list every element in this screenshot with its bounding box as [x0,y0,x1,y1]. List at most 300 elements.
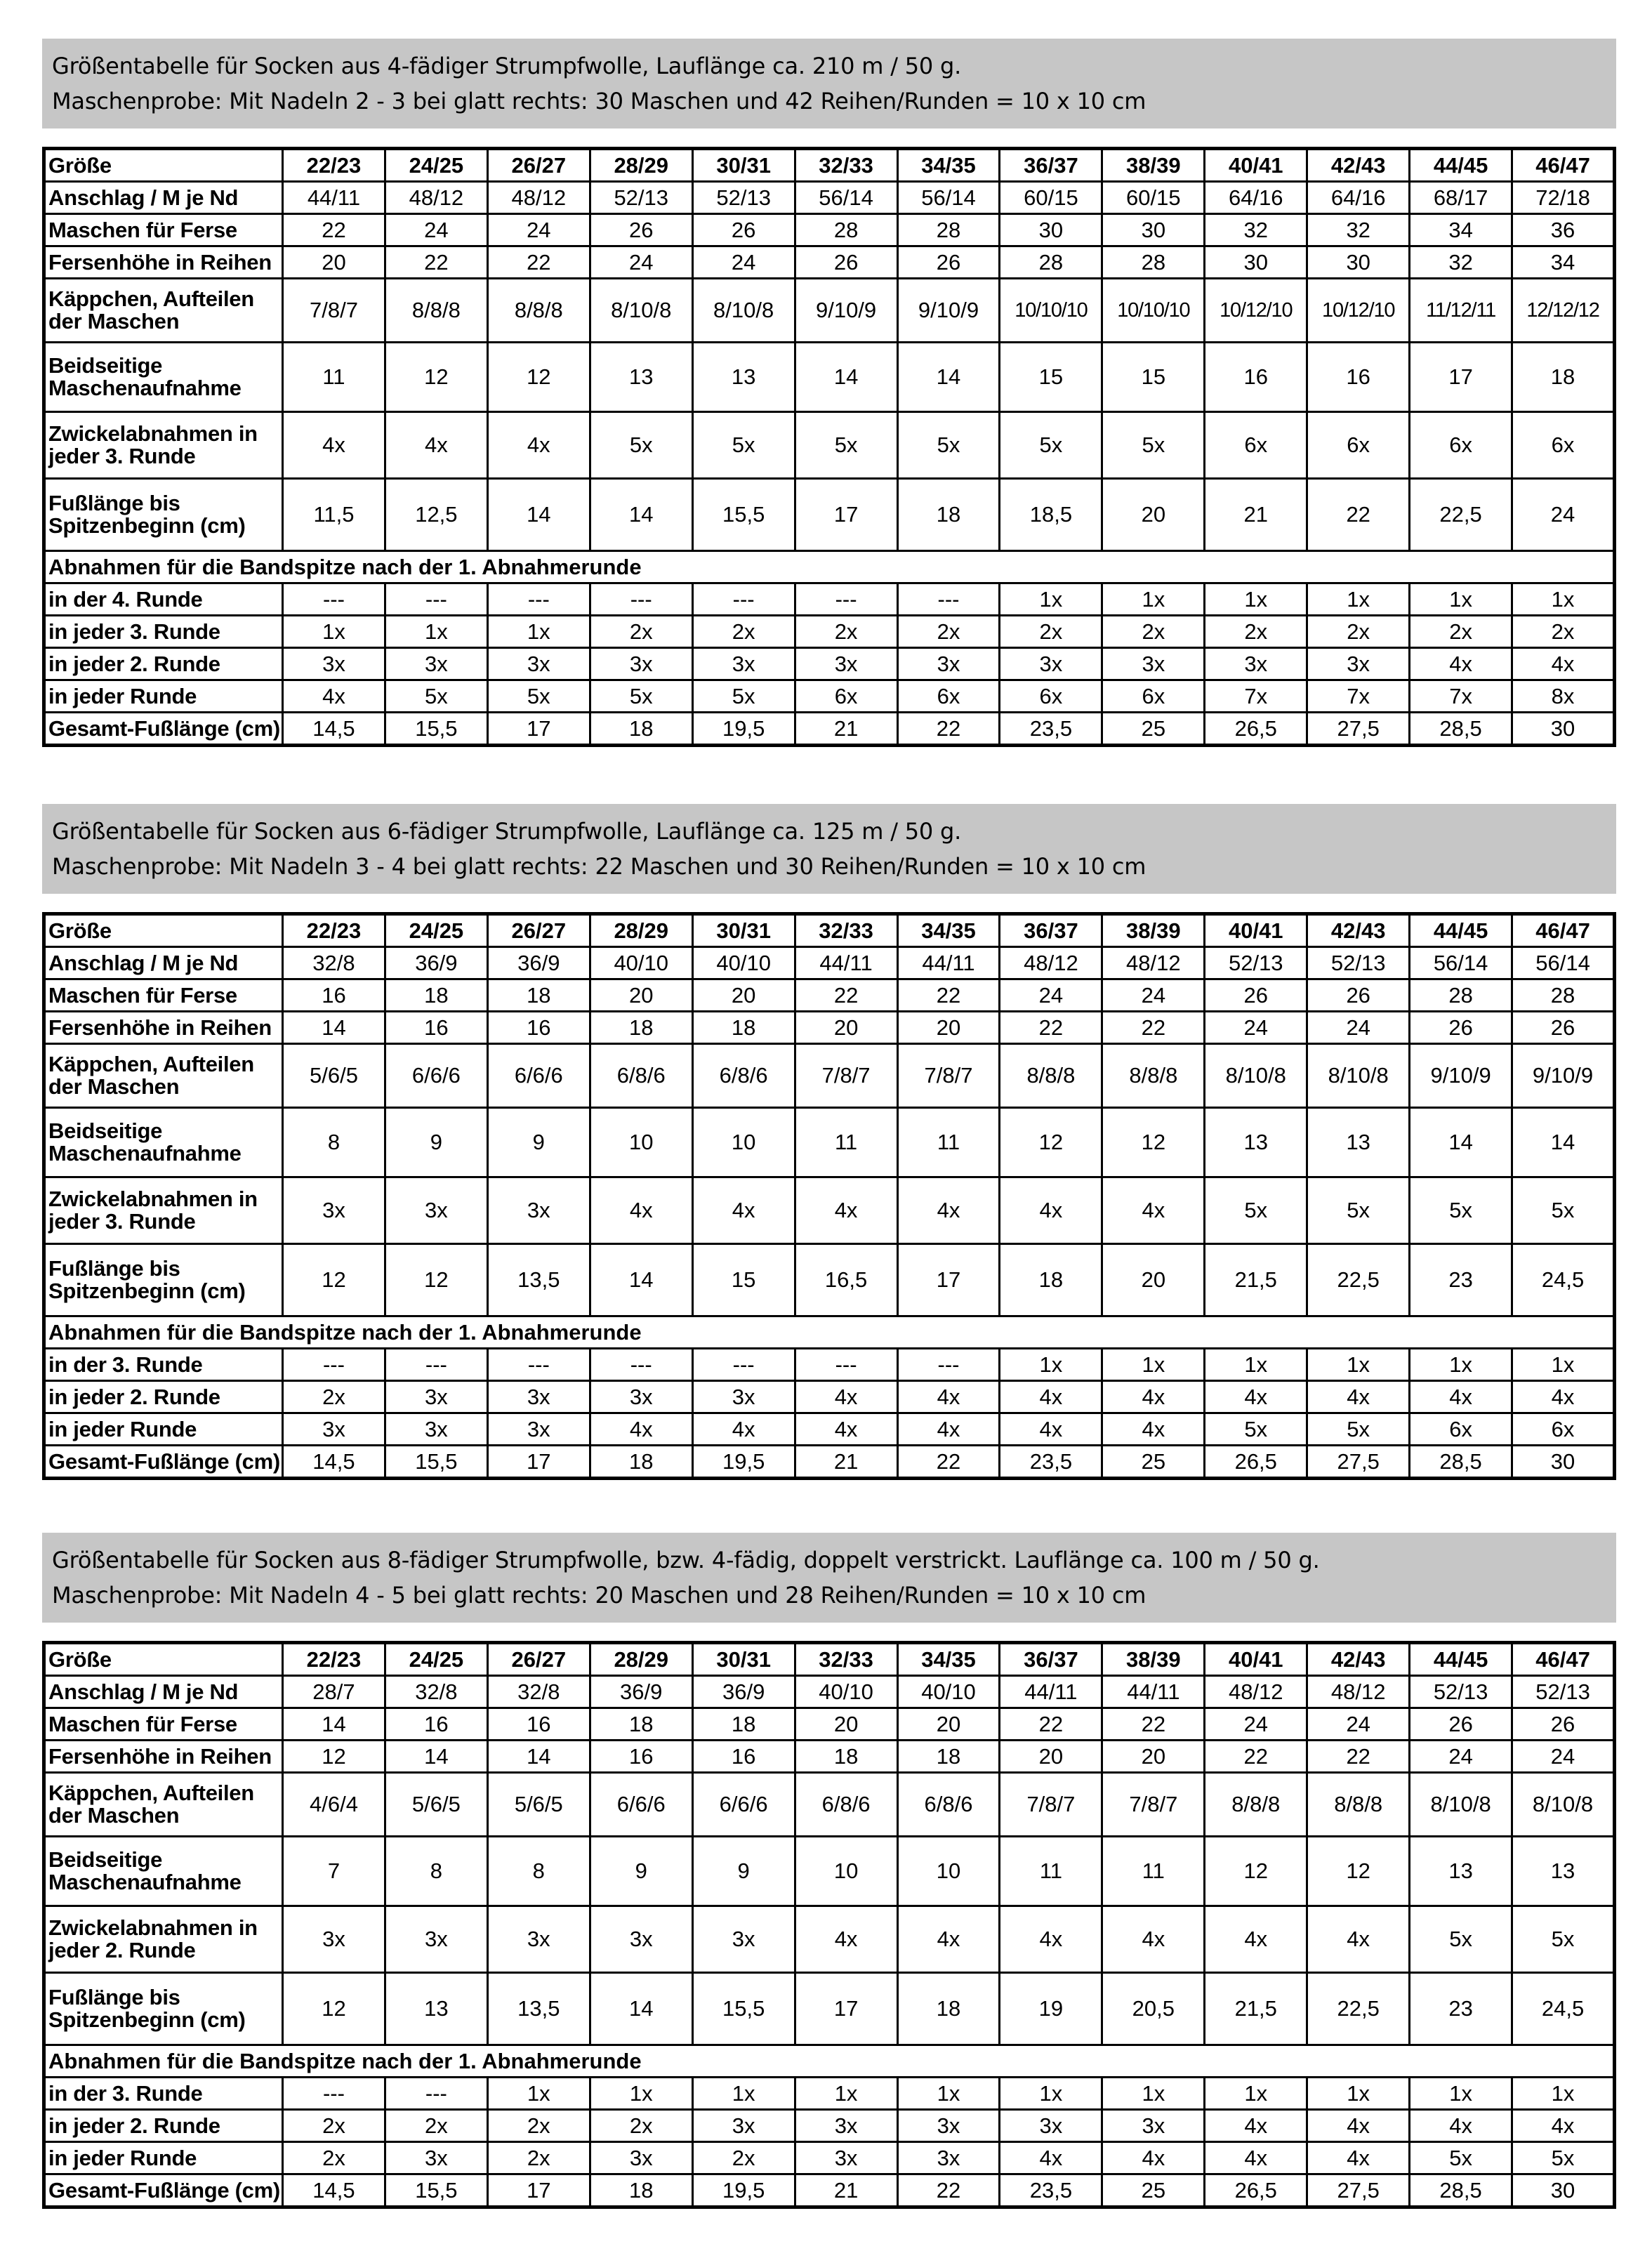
size-header: 22/23 [283,1643,385,1676]
size-header: 38/39 [1102,914,1205,947]
cell: 9 [385,1108,487,1177]
cell: --- [283,1349,385,1381]
cell: 5/6/5 [385,1773,487,1837]
bandspitze-heading: Abnahmen für die Bandspitze nach der 1. Abnahmerunde [44,2045,1615,2078]
cell: 15,5 [385,713,487,746]
cell: 44/11 [897,947,1000,979]
cell: 36/9 [487,947,590,979]
cell: 13,5 [487,1973,590,2045]
cell: 18 [692,1012,795,1044]
size-header: 28/29 [590,149,692,182]
row-label: Anschlag / M je Nd [44,182,283,214]
size-header: 38/39 [1102,149,1205,182]
row-label: Maschen für Ferse [44,1708,283,1741]
row-label: Fußlänge bis Spitzenbeginn (cm) [44,1973,283,2045]
table-row [44,1837,1615,1906]
cell: 44/11 [1102,1676,1205,1708]
cell: 12 [1205,1837,1307,1906]
cell: 18 [692,1708,795,1741]
cell: 23,5 [1000,1446,1102,1479]
cell: 24 [385,214,487,246]
cell: 3x [692,1906,795,1973]
cell: 1x [1307,1349,1410,1381]
cell: 14 [590,479,692,551]
cell: 3x [692,1381,795,1413]
cell: 4x [1512,1381,1615,1413]
cell: 7x [1307,680,1410,713]
table-row [44,1244,1615,1316]
cell: 12 [487,343,590,412]
cell: 4x [1000,1381,1102,1413]
cell: 14 [283,1012,385,1044]
cell: 24 [1512,1741,1615,1773]
row-label: Maschen für Ferse [44,214,283,246]
cell: 7x [1205,680,1307,713]
cell: 22,5 [1410,479,1512,551]
cell: --- [590,1349,692,1381]
table-row [44,182,1615,214]
cell: 4x [795,1381,897,1413]
cell: 27,5 [1307,1446,1410,1479]
cell: 8/10/8 [590,279,692,343]
cell: 4x [1102,1381,1205,1413]
row-label: Zwickelabnahmen in jeder 3. Runde [44,1177,283,1244]
cell: 3x [692,2110,795,2142]
cell: 6/6/6 [692,1773,795,1837]
cell: 10 [897,1837,1000,1906]
cell: 9 [692,1837,795,1906]
table-row [44,1676,1615,1708]
cell: 12 [283,1741,385,1773]
section-title: Größentabelle für Socken aus 8-fädiger Strumpfwolle, bzw. 4-fädig, doppelt verstrickt. Lauflänge ca. 100 m / 50 g. [52,1547,1320,1573]
table-row [44,713,1615,746]
size-header: 24/25 [385,914,487,947]
cell: 3x [385,1413,487,1446]
cell: 24 [1205,1012,1307,1044]
cell: 24 [487,214,590,246]
size-header-row [44,1643,1615,1676]
cell: 18,5 [1000,479,1102,551]
cell: 30 [1307,246,1410,279]
cell: --- [897,583,1000,616]
row-label: Fersenhöhe in Reihen [44,1012,283,1044]
cell: 9/10/9 [1512,1044,1615,1108]
cell: 14 [1512,1108,1615,1177]
row-label: in jeder 2. Runde [44,1381,283,1413]
cell: 4x [1102,1906,1205,1973]
size-header: 28/29 [590,914,692,947]
size-table-section-6ply [42,804,1616,1474]
cell: 6/8/6 [897,1773,1000,1837]
size-header: 24/25 [385,149,487,182]
cell: 10 [590,1108,692,1177]
cell: 16 [283,979,385,1012]
size-header: 36/37 [1000,149,1102,182]
cell: 20 [795,1012,897,1044]
size-header: 46/47 [1512,149,1615,182]
cell: 22 [897,1446,1000,1479]
cell: 6x [1205,412,1307,479]
cell: 3x [897,2110,1000,2142]
cell: 6/6/6 [385,1044,487,1108]
cell: 24 [1102,979,1205,1012]
size-header: 32/33 [795,1643,897,1676]
row-label: Käppchen, Aufteilen der Maschen [44,1044,283,1108]
cell: 14,5 [283,1446,385,1479]
cell: 6x [897,680,1000,713]
row-label: in jeder 2. Runde [44,648,283,680]
table-row [44,1708,1615,1741]
cell: 3x [487,1413,590,1446]
cell: 1x [1410,2078,1512,2110]
cell: 16,5 [795,1244,897,1316]
cell: 8/10/8 [1512,1773,1615,1837]
cell: 23 [1410,1244,1512,1316]
cell: 52/13 [1512,1676,1615,1708]
cell: 10/12/10 [1307,279,1410,343]
cell: 5/6/5 [283,1044,385,1108]
size-header: 42/43 [1307,149,1410,182]
cell: 32 [1307,214,1410,246]
cell: 22 [487,246,590,279]
cell: 4x [1205,1906,1307,1973]
cell: 1x [487,616,590,648]
size-table [42,1641,1616,2209]
cell: 28 [1000,246,1102,279]
cell: 22 [897,713,1000,746]
cell: 3x [283,1177,385,1244]
cell: 28 [897,214,1000,246]
cell: 26 [1512,1012,1615,1044]
cell: 2x [1102,616,1205,648]
cell: 14 [1410,1108,1512,1177]
cell: 21,5 [1205,1973,1307,2045]
cell: 23,5 [1000,2174,1102,2207]
row-label: Gesamt-Fußlänge (cm) [44,2174,283,2207]
cell: 25 [1102,1446,1205,1479]
cell: 28 [1512,979,1615,1012]
cell: 14 [283,1708,385,1741]
cell: 24 [1307,1012,1410,1044]
table-row [44,1973,1615,2045]
cell: 4x [897,1177,1000,1244]
cell: 1x [1102,1349,1205,1381]
cell: 1x [1102,2078,1205,2110]
cell: 4x [1102,2142,1205,2174]
cell: 52/13 [1307,947,1410,979]
cell: 24 [1205,1708,1307,1741]
cell: 5x [487,680,590,713]
cell: 2x [1000,616,1102,648]
row-label: Anschlag / M je Nd [44,1676,283,1708]
cell: 2x [487,2110,590,2142]
cell: 1x [487,2078,590,2110]
cell: 12 [1000,1108,1102,1177]
cell: 11 [1000,1837,1102,1906]
cell: 14 [795,343,897,412]
cell: 20 [590,979,692,1012]
cell: 11,5 [283,479,385,551]
cell: 3x [1000,648,1102,680]
cell: 2x [590,616,692,648]
size-table [42,147,1616,747]
cell: 30 [1000,214,1102,246]
cell: --- [487,1349,590,1381]
row-label: Fußlänge bis Spitzenbeginn (cm) [44,479,283,551]
cell: 9/10/9 [795,279,897,343]
cell: 22 [1000,1012,1102,1044]
cell: 4x [1307,2110,1410,2142]
cell: 9 [590,1837,692,1906]
row-label: in der 3. Runde [44,2078,283,2110]
row-label: Zwickelabnahmen in jeder 3. Runde [44,412,283,479]
cell: 3x [590,2142,692,2174]
row-label: Beidseitige Maschenaufnahme [44,1108,283,1177]
cell: 2x [795,616,897,648]
cell: 3x [1307,648,1410,680]
cell: 32/8 [283,947,385,979]
table-row [44,343,1615,412]
cell: 19,5 [692,2174,795,2207]
cell: 24 [692,246,795,279]
cell: 18 [590,713,692,746]
cell: 14 [590,1244,692,1316]
row-label: in jeder 2. Runde [44,2110,283,2142]
cell: 3x [283,648,385,680]
cell: 64/16 [1205,182,1307,214]
cell: 20 [692,979,795,1012]
cell: 27,5 [1307,713,1410,746]
cell: 11 [897,1108,1000,1177]
size-table-section-4ply [42,39,1616,741]
table-row [44,479,1615,551]
cell: 44/11 [795,947,897,979]
cell: 4x [1102,1177,1205,1244]
cell: 28 [1102,246,1205,279]
cell: 30 [1512,1446,1615,1479]
row-label: Beidseitige Maschenaufnahme [44,1837,283,1906]
cell: 9/10/9 [1410,1044,1512,1108]
size-header: 40/41 [1205,1643,1307,1676]
section-title: Größentabelle für Socken aus 4-fädiger Strumpfwolle, Lauflänge ca. 210 m / 50 g. [52,53,962,79]
cell: 23 [1410,1973,1512,2045]
cell: 8x [1512,680,1615,713]
cell: 6/8/6 [590,1044,692,1108]
cell: 22 [795,979,897,1012]
cell: 2x [487,2142,590,2174]
cell: 15,5 [385,1446,487,1479]
cell: 10/10/10 [1102,279,1205,343]
cell: 4x [692,1413,795,1446]
cell: 4x [1410,1381,1512,1413]
size-header: 34/35 [897,1643,1000,1676]
cell: 24 [590,246,692,279]
cell: 3x [692,648,795,680]
cell: 1x [1000,583,1102,616]
cell: 17 [487,2174,590,2207]
cell: 8/10/8 [692,279,795,343]
size-table-section-8ply [42,1533,1616,2203]
cell: 21 [795,1446,897,1479]
cell: 22,5 [1307,1973,1410,2045]
cell: 48/12 [1205,1676,1307,1708]
size-header: 22/23 [283,149,385,182]
table-row [44,680,1615,713]
cell: 3x [1102,2110,1205,2142]
cell: 2x [1307,616,1410,648]
cell: 26,5 [1205,713,1307,746]
cell: 3x [795,648,897,680]
cell: 4x [1000,1906,1102,1973]
cell: 13 [590,343,692,412]
cell: 13 [1512,1837,1615,1906]
cell: --- [795,1349,897,1381]
table-row [44,2078,1615,2110]
cell: 8/8/8 [1205,1773,1307,1837]
cell: --- [590,583,692,616]
cell: 17 [795,479,897,551]
size-header: 40/41 [1205,149,1307,182]
cell: 16 [487,1708,590,1741]
size-header: 42/43 [1307,1643,1410,1676]
row-label: in der 4. Runde [44,583,283,616]
cell: 7/8/7 [283,279,385,343]
cell: 11 [283,343,385,412]
size-header: 44/45 [1410,1643,1512,1676]
size-header: 36/37 [1000,1643,1102,1676]
cell: 1x [1205,583,1307,616]
size-table [42,912,1616,1480]
size-header: 26/27 [487,914,590,947]
row-label: Fersenhöhe in Reihen [44,246,283,279]
cell: 52/13 [1410,1676,1512,1708]
cell: 8/8/8 [1102,1044,1205,1108]
cell: 3x [897,648,1000,680]
cell: --- [487,583,590,616]
cell: 19,5 [692,713,795,746]
table-row [44,246,1615,279]
row-label: Größe [44,149,283,182]
cell: 18 [487,979,590,1012]
cell: 13,5 [487,1244,590,1316]
cell: 22 [1102,1708,1205,1741]
cell: 72/18 [1512,182,1615,214]
cell: 18 [1000,1244,1102,1316]
cell: 1x [1410,1349,1512,1381]
cell: 3x [795,2110,897,2142]
size-header: 30/31 [692,914,795,947]
cell: 6/6/6 [590,1773,692,1837]
cell: 2x [283,1381,385,1413]
size-header: 36/37 [1000,914,1102,947]
cell: 26,5 [1205,2174,1307,2207]
cell: 14 [487,479,590,551]
cell: 19,5 [692,1446,795,1479]
cell: 2x [385,2110,487,2142]
cell: 5x [1205,1413,1307,1446]
cell: 18 [897,479,1000,551]
gauge-note: Maschenprobe: Mit Nadeln 4 - 5 bei glatt rechts: 20 Maschen und 28 Reihen/Runden = 10 x 10 cm [52,1582,1147,1609]
cell: 5x [1307,1413,1410,1446]
size-header: 42/43 [1307,914,1410,947]
cell: 1x [692,2078,795,2110]
cell: 22 [1307,479,1410,551]
cell: 7 [283,1837,385,1906]
cell: 14 [487,1741,590,1773]
bandspitze-heading: Abnahmen für die Bandspitze nach der 1. Abnahmerunde [44,1316,1615,1349]
cell: 25 [1102,2174,1205,2207]
cell: 60/15 [1000,182,1102,214]
cell: 36/9 [590,1676,692,1708]
cell: 48/12 [487,182,590,214]
cell: 3x [385,2142,487,2174]
size-header-row [44,914,1615,947]
cell: 18 [385,979,487,1012]
cell: 1x [590,2078,692,2110]
table-row [44,1012,1615,1044]
cell: 13 [385,1973,487,2045]
cell: 1x [1205,2078,1307,2110]
cell: 26 [1307,979,1410,1012]
size-header: 40/41 [1205,914,1307,947]
cell: 12 [283,1973,385,2045]
cell: --- [283,583,385,616]
table-row [44,279,1615,343]
cell: 5x [795,412,897,479]
cell: 24 [1307,1708,1410,1741]
cell: 2x [1512,616,1615,648]
cell: 2x [692,616,795,648]
cell: 20 [795,1708,897,1741]
cell: 12 [1102,1108,1205,1177]
size-header: 30/31 [692,149,795,182]
cell: 17 [795,1973,897,2045]
cell: 36/9 [385,947,487,979]
cell: 4x [1000,1413,1102,1446]
cell: 7/8/7 [1000,1773,1102,1837]
cell: 3x [385,648,487,680]
cell: 2x [692,2142,795,2174]
cell: 1x [1512,2078,1615,2110]
cell: 32 [1410,246,1512,279]
cell: 4/6/4 [283,1773,385,1837]
cell: 5x [897,412,1000,479]
cell: 64/16 [1307,182,1410,214]
cell: 1x [1000,2078,1102,2110]
cell: 6x [1000,680,1102,713]
table-row [44,2110,1615,2142]
cell: 4x [1102,1413,1205,1446]
row-label: in jeder Runde [44,680,283,713]
table-row [44,1044,1615,1108]
cell: 4x [1205,1381,1307,1413]
cell: 17 [487,1446,590,1479]
cell: 2x [1205,616,1307,648]
cell: 3x [283,1413,385,1446]
cell: 13 [1410,1837,1512,1906]
cell: 16 [385,1012,487,1044]
cell: 12 [1307,1837,1410,1906]
table-row [44,2174,1615,2207]
cell: 28 [1410,979,1512,1012]
cell: 8/8/8 [487,279,590,343]
cell: 8/10/8 [1307,1044,1410,1108]
row-label: Fersenhöhe in Reihen [44,1741,283,1773]
cell: 4x [1512,648,1615,680]
cell: 52/13 [692,182,795,214]
table-row [44,1349,1615,1381]
cell: 14 [385,1741,487,1773]
